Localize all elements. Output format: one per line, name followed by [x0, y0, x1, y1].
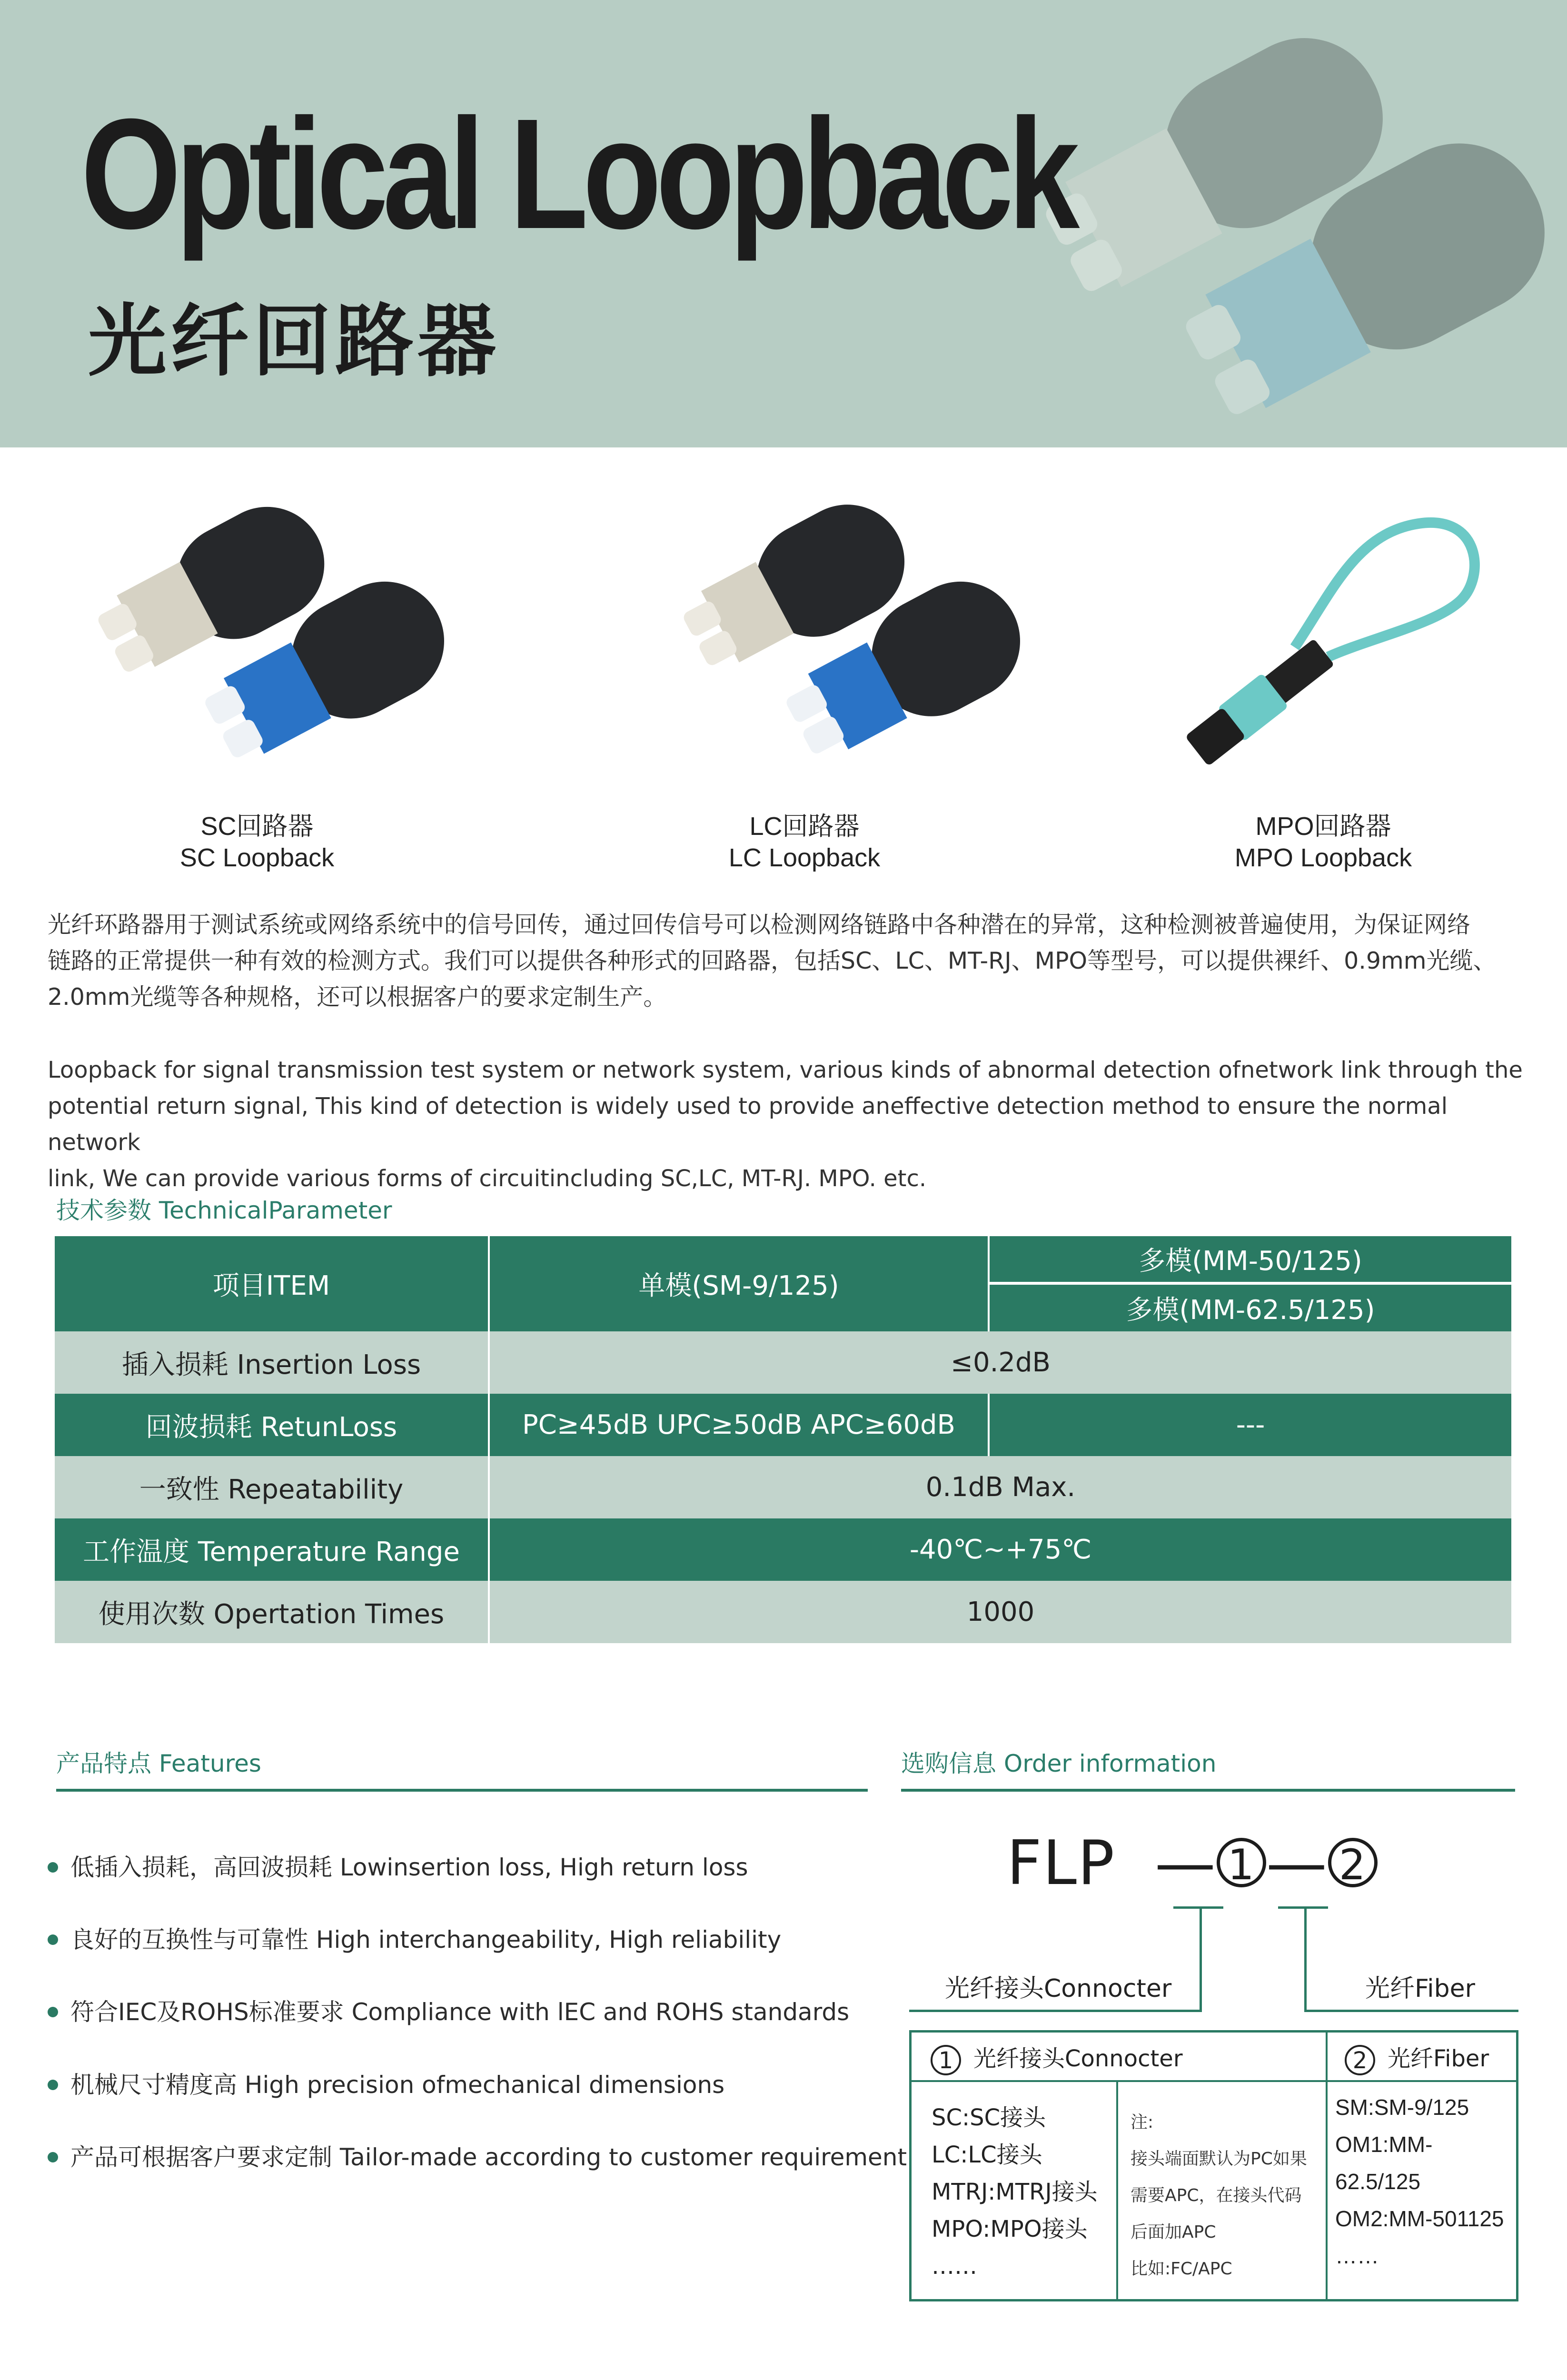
sc-loopback-image	[67, 490, 457, 785]
bullet-icon	[48, 2007, 58, 2017]
order-line	[1304, 2010, 1518, 2012]
circle-two-icon: 2	[1345, 2045, 1375, 2075]
product-name-en: MPO Loopback	[1234, 843, 1412, 872]
fiber-title-text: 光纤Fiber	[1388, 2045, 1489, 2072]
circle-two-icon: 2	[1328, 1838, 1378, 1887]
fiber-title	[1345, 2040, 1489, 2075]
mpo-loopback-image	[1152, 495, 1495, 790]
fiber-list	[1335, 2089, 1516, 2274]
table-row	[55, 1456, 1511, 1518]
intro-en-line: potential return signal, This kind of detection is widely used to provide aneffective detection method to ensure the normal network	[48, 1093, 1448, 1156]
order-line	[1173, 1906, 1223, 1909]
features-section-label: 产品特点 Features	[56, 1750, 261, 1777]
header-mm2: 多模(MM-62.5/125)	[990, 1285, 1511, 1331]
feature-text: 符合IEC及ROHS标准要求 Compliance with lEC and ROHS standards	[70, 1998, 850, 2026]
header-sm: 单模(SM-9/125)	[490, 1236, 988, 1331]
row-value: 1000	[490, 1581, 1511, 1643]
feature-text: 低插入损耗，高回波损耗 Lowinsertion loss, High return loss	[70, 1854, 748, 1881]
intro-en	[48, 1052, 1533, 1197]
order-line	[1304, 1906, 1307, 2012]
bullet-icon	[48, 2152, 58, 2162]
bullet-icon	[48, 1934, 58, 1945]
header-banner	[0, 0, 1567, 447]
fiber-option: SM:SM-9/125	[1335, 2095, 1469, 2120]
feature-item	[48, 1925, 781, 1954]
obox-col-divider	[1326, 2033, 1328, 2299]
fiber-option: OM1:MM-62.5/125	[1335, 2132, 1433, 2194]
feature-text: 机械尺寸精度高 High precision ofmechanical dimensions	[70, 2071, 725, 2099]
table-row	[55, 1331, 1511, 1394]
obox-note-divider	[1116, 2082, 1118, 2299]
intro-cn-line: 2.0mm光缆等各种规格，还可以根据客户的要求定制生产。	[48, 983, 667, 1011]
table-row	[55, 1518, 1511, 1581]
intro-cn-line: 光纤环路器用于测试系统或网络系统中的信号回传，通过回传信号可以检测网络链路中各种潜在的异常，这种检测被普遍使用，为保证网络	[48, 911, 1471, 938]
product-name-en: SC Loopback	[179, 843, 335, 872]
product-name-cn: LC回路器	[749, 812, 860, 841]
tech-section-label: 技术参数 TechnicalParameter	[56, 1197, 392, 1224]
order-rule	[901, 1789, 1515, 1792]
row-label: 回波损耗 RetunLoss	[55, 1394, 488, 1456]
intro-cn-line: 链路的正常提供一种有效的检测方式。我们可以提供各种形式的回路器，包括SC、LC、MT-RJ、MPO等型号，可以提供裸纤、0.9mm光缆、	[48, 947, 1497, 974]
connector-option: SC:SC接头	[932, 2104, 1046, 2131]
row-value: -40℃~+75℃	[490, 1518, 1511, 1581]
note-line: 后面加APC	[1131, 2222, 1216, 2242]
note-line: 比如:FC/APC	[1131, 2259, 1232, 2279]
header-loopback-illustration	[1038, 0, 1567, 447]
obox-header-divider	[912, 2080, 1516, 2082]
note-line: 需要APC，在接头代码	[1131, 2186, 1302, 2205]
circle-one-icon: 1	[931, 2045, 961, 2075]
order-label-connector: 光纤接头Connocter	[945, 1974, 1172, 2003]
feature-item	[48, 2071, 724, 2099]
intro-cn	[48, 907, 1533, 1015]
note-line: 注:	[1131, 2112, 1154, 2132]
circle-one-icon: 1	[1217, 1838, 1266, 1887]
connector-option: MPO:MPO接头	[932, 2216, 1088, 2242]
row-label: 插入损耗 Insertion Loss	[55, 1331, 488, 1394]
lc-loopback-image	[643, 490, 1033, 785]
bullet-icon	[48, 2080, 58, 2090]
product-name-cn: SC回路器	[200, 812, 314, 841]
feature-item	[48, 1853, 748, 1882]
connector-title-text: 光纤接头Connocter	[973, 2045, 1183, 2072]
connector-option: MTRJ:MTRJ接头	[932, 2179, 1098, 2205]
fiber-option: ……	[1335, 2243, 1379, 2268]
connector-option: LC:LC接头	[932, 2142, 1042, 2168]
order-label-fiber: 光纤Fiber	[1365, 1974, 1475, 2003]
order-line	[1278, 1906, 1328, 1909]
feature-text: 良好的互换性与可靠性 High interchangeability, High reliability	[70, 1926, 782, 1954]
product-name-en: LC Loopback	[728, 843, 881, 872]
row-value-mm: ---	[990, 1394, 1511, 1456]
feature-text: 产品可根据客户要求定制 Tailor-made according to customer requirement	[70, 2143, 907, 2171]
feature-item	[48, 1998, 849, 2026]
order-code-dash: —	[1154, 1828, 1217, 1899]
features-rule	[56, 1789, 868, 1792]
note-line: 接头端面默认为PC如果	[1131, 2149, 1307, 2169]
intro-en-line: link, We can provide various forms of circuitincluding SC,LC, MT-RJ. MPO. etc.	[48, 1165, 927, 1192]
row-value: ≤0.2dB	[490, 1331, 1511, 1394]
product-caption-mpo	[1180, 811, 1466, 873]
intro-en-line: Loopback for signal transmission test system or network system, various kinds of abnormal detection ofnetwork link through the	[48, 1057, 1523, 1083]
feature-item	[48, 2143, 907, 2172]
order-line	[909, 2010, 1202, 2012]
connector-title	[931, 2040, 1183, 2075]
row-label: 一致性 Repeatability	[55, 1456, 488, 1518]
page-title: Optical Loopback	[81, 86, 1074, 261]
product-caption-sc	[114, 811, 400, 873]
table-header-row	[55, 1236, 1511, 1331]
header-item: 项目ITEM	[55, 1236, 488, 1331]
table-row	[55, 1581, 1511, 1643]
row-value: 0.1dB Max.	[490, 1456, 1511, 1518]
order-options-box	[909, 2030, 1518, 2301]
product-caption-lc	[662, 811, 947, 873]
row-label: 使用次数 Opertation Times	[55, 1581, 488, 1643]
connector-option: ……	[932, 2253, 977, 2280]
product-name-cn: MPO回路器	[1255, 812, 1391, 841]
header-mm1: 多模(MM-50/125)	[990, 1236, 1511, 1282]
order-line	[1200, 1906, 1202, 2012]
row-label: 工作温度 Temperature Range	[55, 1518, 488, 1581]
connector-note	[1131, 2104, 1307, 2287]
bullet-icon	[48, 1862, 58, 1873]
page-title-cn: 光纤回路器	[88, 296, 500, 387]
order-code-prefix: FLP	[1007, 1828, 1116, 1899]
order-code-dash: —	[1266, 1828, 1328, 1899]
order-code	[1007, 1828, 1378, 1899]
row-value-sm: PC≥45dB UPC≥50dB APC≥60dB	[490, 1394, 988, 1456]
connector-list	[932, 2099, 1098, 2285]
fiber-option: OM2:MM-501125	[1335, 2206, 1504, 2231]
order-section-label: 选购信息 Order information	[901, 1750, 1217, 1777]
table-row	[55, 1394, 1511, 1456]
